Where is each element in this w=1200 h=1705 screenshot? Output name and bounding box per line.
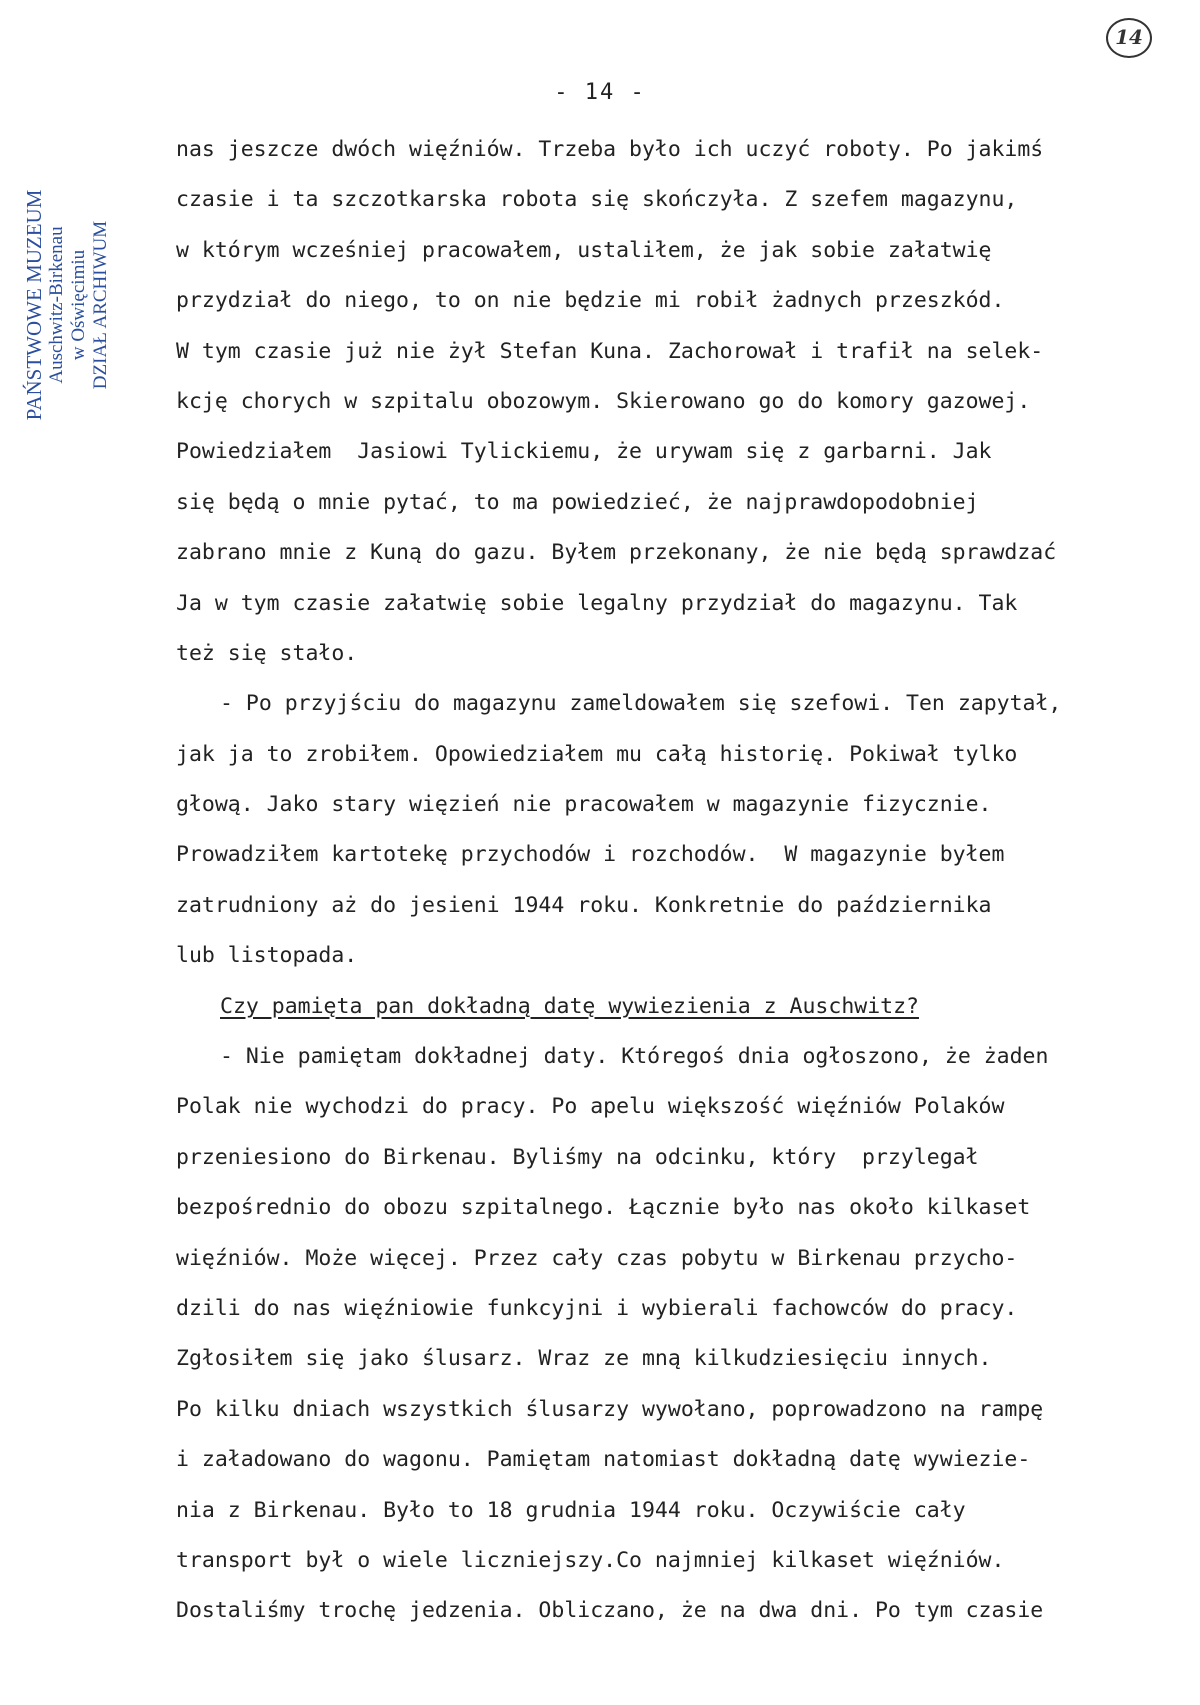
text-line: Dostaliśmy trochę jedzenia. Obliczano, że na dwa dni. Po tym czasie (176, 1598, 1044, 1624)
page-number: - 14 - (554, 80, 646, 105)
archive-stamp (22, 175, 157, 435)
text-line: i załadowano do wagonu. Pamiętam natomiast dokładną datę wywiezie- (176, 1447, 1031, 1473)
document-body (176, 125, 1200, 1637)
handwritten-page-number: 14 (1106, 18, 1152, 58)
text-line: też się stało. (176, 640, 358, 666)
text-line: Prowadziłem kartotekę przychodów i rozchodów. W magazynie byłem (176, 842, 1005, 868)
stamp-line: Auschwitz-Birkenau (46, 226, 67, 384)
text-line: lub listopada. (176, 943, 358, 969)
text-line: Zgłosiłem się jako ślusarz. Wraz ze mną kilkudziesięciu innych. (176, 1346, 992, 1372)
text-line: przeniesiono do Birkenau. Byliśmy na odcinku, który przylegał (176, 1144, 979, 1170)
text-line: przydział do niego, to on nie będzie mi robił żadnych przeszkód. (176, 288, 1005, 314)
text-line: zabrano mnie z Kuną do gazu. Byłem przekonany, że nie będą sprawdzać (176, 540, 1057, 566)
stamp-line: DZIAŁ ARCHIWUM (90, 220, 111, 390)
text-line: Po kilku dniach wszystkich ślusarzy wywołano, poprowadzono na rampę (176, 1396, 1044, 1422)
text-line: - Nie pamiętam dokładnej daty. Któregoś dnia ogłoszono, że żaden (220, 1044, 1049, 1070)
text-line: W tym czasie już nie żył Stefan Kuna. Zachorował i trafił na selek- (176, 338, 1044, 364)
text-line: nia z Birkenau. Było to 18 grudnia 1944 roku. Oczywiście cały (176, 1497, 966, 1523)
text-line: Powiedziałem Jasiowi Tylickiemu, że urywam się z garbarni. Jak (176, 439, 992, 465)
text-line: Polak nie wychodzi do pracy. Po apelu większość więźniów Polaków (176, 1094, 1005, 1120)
text-line: bezpośrednio do obozu szpitalnego. Łącznie było nas około kilkaset (176, 1195, 1031, 1221)
text-line: w którym wcześniej pracowałem, ustaliłem, że jak sobie załatwię (176, 237, 992, 263)
text-line: głową. Jako stary więzień nie pracowałem w magazynie fizycznie. (176, 792, 992, 818)
text-line: transport był o wiele liczniejszy.Co najmniej kilkaset więźniów. (176, 1547, 1005, 1573)
text-line: Ja w tym czasie załatwię sobie legalny przydział do magazynu. Tak (176, 590, 1018, 616)
text-line: czasie i ta szczotkarska robota się skończyła. Z szefem magazynu, (176, 187, 1018, 213)
text-line: jak ja to zrobiłem. Opowiedziałem mu całą historię. Pokiwał tylko (176, 741, 1018, 767)
text-line: dzili do nas więźniowie funkcyjni i wybierali fachowców do pracy. (176, 1295, 1018, 1321)
text-line: się będą o mnie pytać, to ma powiedzieć, że najprawdopodobniej (176, 489, 979, 515)
text-line: więźniów. Może więcej. Przez cały czas pobytu w Birkenau przycho- (176, 1245, 1018, 1271)
text-line: kcję chorych w szpitalu obozowym. Skierowano go do komory gazowej. (176, 388, 1031, 414)
text-line: zatrudniony aż do jesieni 1944 roku. Konkretnie do października (176, 892, 992, 918)
stamp-line: w Oświęcimiu (68, 249, 89, 361)
interview-question (176, 982, 1200, 1032)
text-line: - Po przyjściu do magazynu zameldowałem się szefowi. Ten zapytał, (220, 691, 1062, 717)
stamp-line: PAŃSTWOWE MUZEUM (22, 189, 46, 421)
text-line: nas jeszcze dwóch więźniów. Trzeba było ich uczyć roboty. Po jakimś (176, 137, 1044, 162)
question-text: Czy pamięta pan dokładną datę wywiezienia z Auschwitz? (220, 993, 919, 1019)
